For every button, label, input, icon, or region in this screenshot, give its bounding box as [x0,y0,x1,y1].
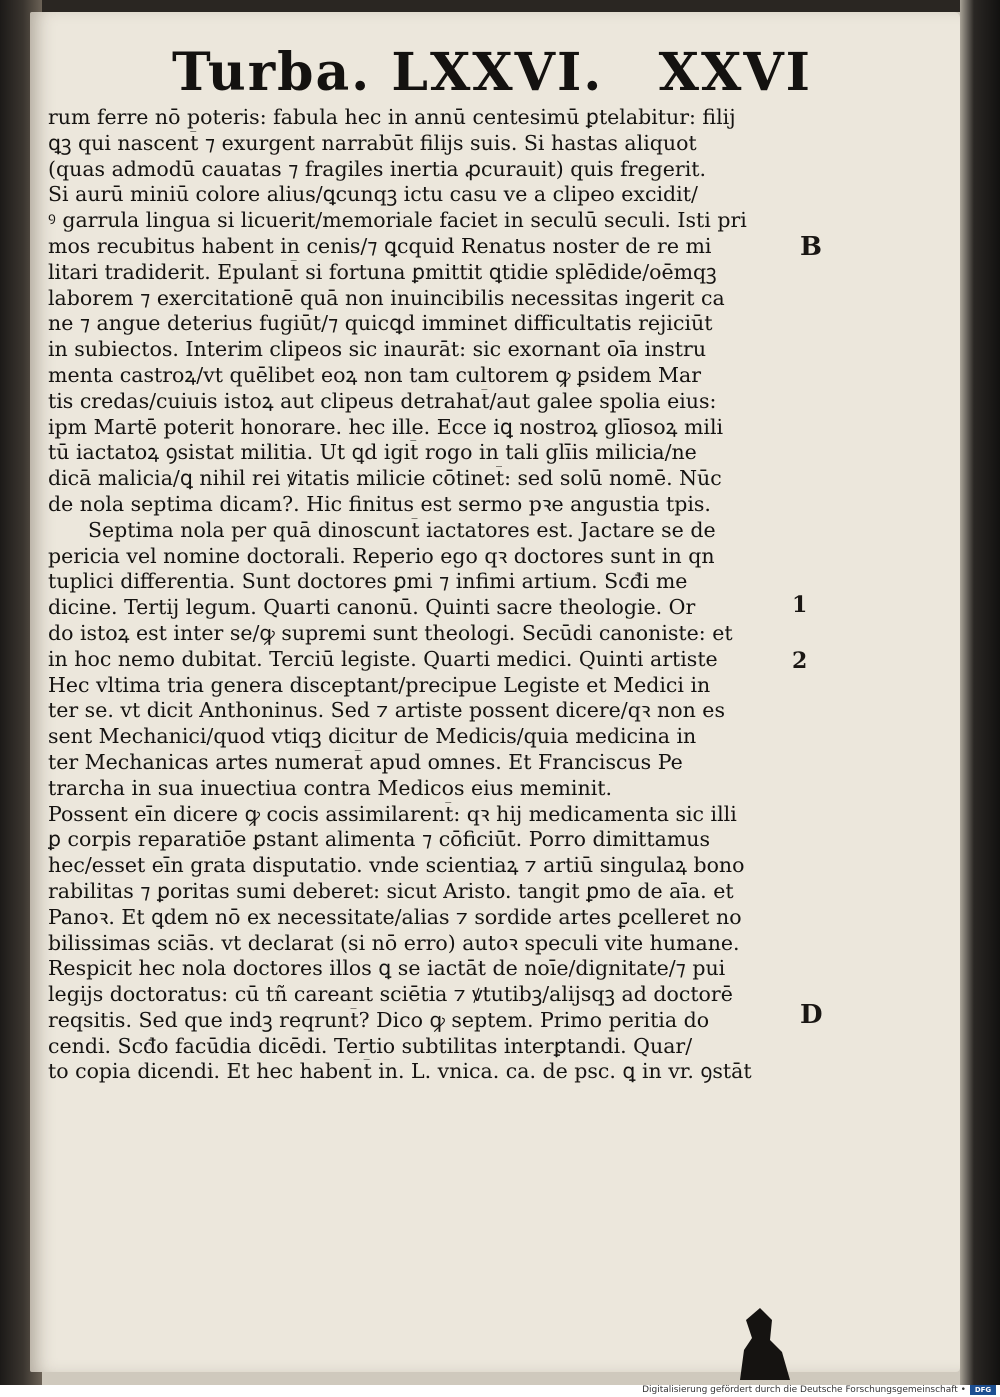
text-line: Respicit hec nola doctores illos ꝗ se iactāt de noīe/dignitate/⁊ pui [48,956,726,981]
text-line: menta castroꝝ/vt quēlibet eoꝝ non tam cultorem ꝙ ꝑsidem Mar [48,362,702,387]
text-line: cendi. Scđo facūdia dicēdi. Tertio subtilitas interꝑtandi. Quar/ [48,1033,693,1058]
header-title: Turba. LXXVI. [172,42,604,103]
text-line: do istoꝝ est inter se/ꝙ supremi sunt theologi. Secūdi canoniste: et [48,620,733,645]
text-line: legijs doctoratus: cū tñ careant sciētia ⁊ ꝟtutibꝫ/alijsqꝫ ad doctorē [48,982,733,1007]
text-line: (quas admodū cauatas ⁊ fragiles inertia ꝓcurauit) quis fregerit. [48,156,707,181]
text-line: ꝗꝫ qui nascent̄ ⁊ exurgent narrabūt filijs suis. Si hastas aliquot [48,130,697,155]
text-line: in hoc nemo dubitat. Terciū legiste. Quarti medici. Quinti artiste [48,646,718,671]
main-text-block [48,105,788,1085]
folio-number: XXVI [658,42,812,103]
margin-note-b: B [800,232,822,262]
text-line: in subiectos. Interim clipeos sic inaurāt: sic exornant oīa instru [48,337,707,362]
text-line: ꝰ garrula lingua si licuerit/memoriale faciet in seculū seculi. Isti pri [48,208,747,233]
text-line: ter se. vt dicit Anthoninus. Sed ⁊ artiste possent dicere/qꝛ non es [48,698,725,723]
text-line: reqsitis. Sed que indꝫ reqrunt̄? Dico ꝙ septem. Primo peritia do [48,1007,710,1032]
text-line: tis credas/cuiuis istoꝝ aut clipeus detrahat̄/aut galee spolia eius: [48,388,717,413]
text-line: Possent eīn dicere ꝙ cocis assimilarent̄: qꝛ hij medicamenta sic illi [48,801,737,826]
text-line: pericia vel nomine doctorali. Reperio ego qꝛ doctores sunt in qn [48,543,715,568]
margin-note-1: 1 [792,592,808,618]
paper-tear [700,1290,790,1380]
text-line: rum ferre nō poteris: fabula hec in annū centesimū ꝑtelabitur: filij [48,105,736,129]
text-line: trarcha in sua inuectiua contra Medicos eius meminit. [48,775,613,800]
text-line: mos recubitus habent in cenis/⁊ ꝗcquid Renatus noster de re mi [48,233,712,258]
text-line: Hec vltima tria genera disceptant/precipue Legiste et Medici in [48,672,711,697]
text-line: dicine. Tertij legum. Quarti canonū. Quinti sacre theologie. Or [48,595,696,620]
margin-note-2: 2 [792,648,808,674]
text-line: to copia dicendi. Et hec habent̄ in. L. vnica. ca. de psc. ꝗ in vr. ꝯstāt [48,1059,752,1084]
text-line: Si aurū miniū colore alius/ꝗcunqꝫ ictu casu ve a clipeo excidit/ [48,182,698,207]
digitization-credit: Digitalisierung gefördert durch die Deutsche Forschungsgemeinschaft • [642,1385,966,1395]
text-line: laborem ⁊ exercitationē quā non inuincibilis necessitas ingerit ca [48,285,725,310]
scan-top-border [0,0,1000,12]
text-line: litari tradiderit. Epulant̄ si fortuna ꝑmittit ꝗtidie splēdide/oēmqꝫ [48,259,717,284]
text-line: ipm Martē poterit honorare. hec ille. Ecce iꝗ nostroꝝ glīosoꝝ mili [48,414,724,439]
text-line: tuplici differentia. Sunt doctores ꝑmi ⁊ infimi artium. Scđi me [48,569,688,594]
text-line: sent Mechanici/quod vtiqꝫ dicitur de Medicis/quia medicina in [48,724,697,749]
text-line: de nola septima dicam?. Hic finitus est sermo pꝛe angustia tpis. [48,491,711,516]
scan-right-border [960,0,1000,1385]
text-line: dicā malicia/ꝗ nihil rei ꝟitatis milicie cōtinet̄: sed solū nomē. Nūc [48,466,722,491]
text-line: Panoꝛ. Et ꝗdem nō ex necessitate/alias ⁊ sordide artes ꝑcelleret no [48,904,742,929]
text-line: hec/esset eīn grata disputatio. vnde scientiaꝝ ⁊ artiū singulaꝝ bono [48,853,745,878]
dfg-logo: DFG [970,1385,996,1395]
text-line: ter Mechanicas artes numerat̄ apud omnes. Et Franciscus Pe [48,749,683,774]
text-line: Septima nola per quā dinoscunt̄ iactatores est. Jactare se de [88,517,716,542]
text-line: ne ⁊ angue deterius fugiūt/⁊ quicꝗd imminet difficultatis rejiciūt [48,311,713,336]
text-line: ꝑ corpis reparatiōe ꝑstant alimenta ⁊ cōficiūt. Porro dimittamus [48,827,710,852]
text-line: bilissimas sciās. vt declarat (si nō erro) autoꝛ speculi vite humane. [48,930,740,955]
text-line: rabilitas ⁊ ꝑoritas sumi deberet: sicut Aristo. tangit ꝑmo de aīa. et [48,878,734,903]
margin-note-d: D [800,1000,823,1030]
text-line: tū iactatoꝝ ꝯsistat militia. Ut ꝗd igit̄ rogo in tali glīis milicia/ne [48,440,697,465]
